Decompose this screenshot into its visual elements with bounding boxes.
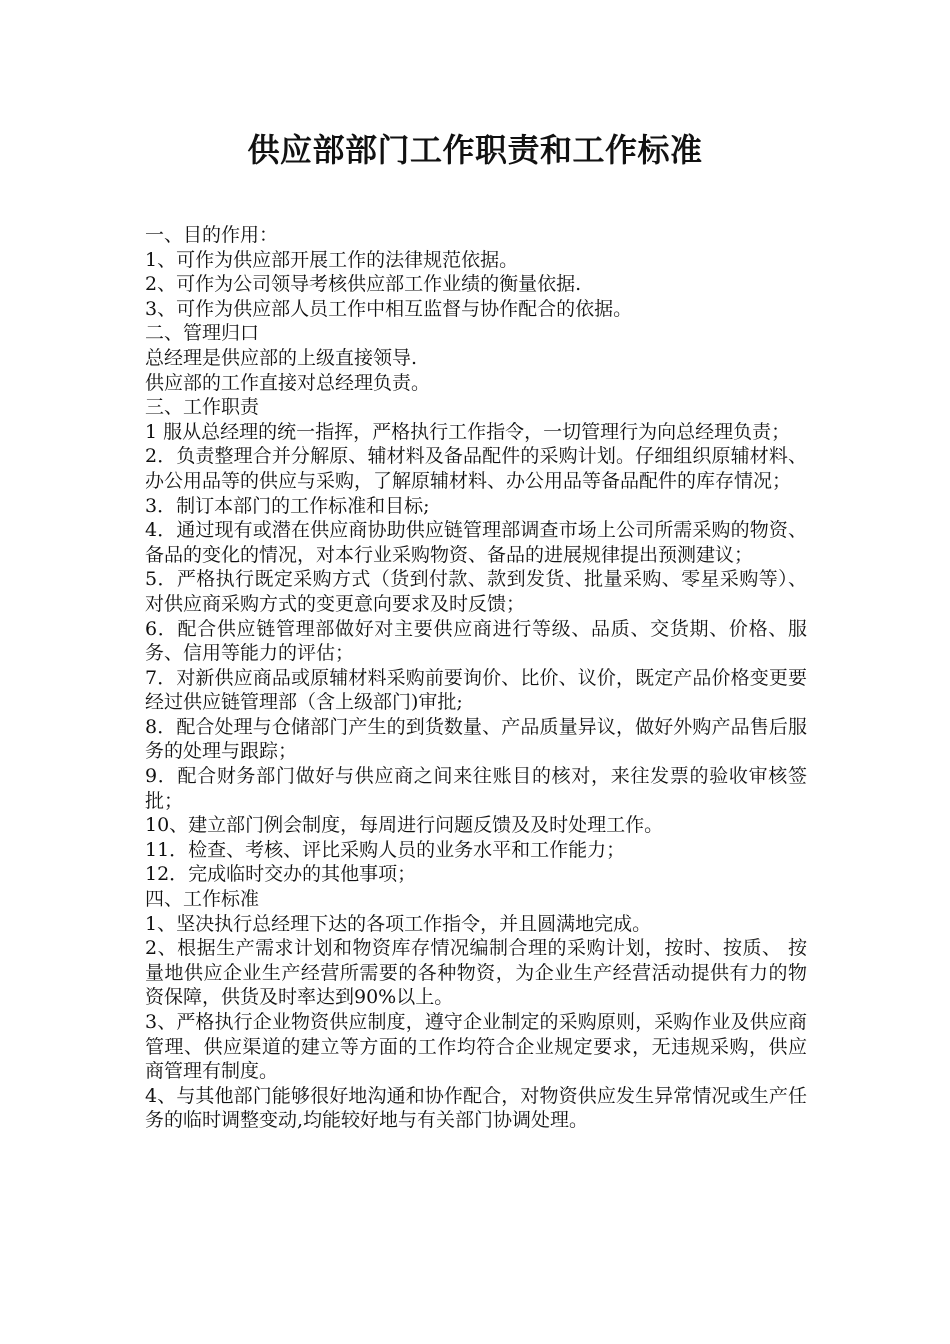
list-item: 9．配合财务部门做好与供应商之间来往账目的核对，来往发票的验收审核签批； (145, 765, 807, 812)
list-item: 3．制订本部门的工作标准和目标; (145, 494, 430, 517)
list-item: 1、可作为供应部开展工作的法律规范依据。 (145, 248, 519, 271)
paragraph: 供应部的工作直接对总经理负责。 (145, 371, 431, 394)
page-title: 供应部部门工作职责和工作标准 (247, 131, 703, 169)
list-item: 2、根据生产需求计划和物资库存情况编制合理的采购计划，按时、按质、 按量地供应企业生产经营所需要的各种物资，为企业生产经营活动提供有力的物资保障，供货及时率达到90%以上。 (145, 937, 807, 1009)
section-heading-management: 二、管理归口 (145, 322, 260, 345)
list-item: 2、可作为公司领导考核供应部工作业绩的衡量依据. (145, 273, 582, 296)
list-item: 12．完成临时交办的其他事项； (145, 863, 417, 886)
list-item: 1 服从总经理的统一指挥，严格执行工作指令，一切管理行为向总经理负责； (145, 420, 791, 443)
list-item: 4、与其他部门能够很好地沟通和协作配合，对物资供应发生异常情况或生产任务的临时调整变动,均能较好地与有关部门协调处理。 (145, 1084, 807, 1132)
paragraph: 总经理是供应部的上级直接领导. (145, 346, 418, 369)
list-item: 7．对新供应商品或原辅材料采购前要询价、比价、议价，既定产品价格变更要经过供应链管理部（含上级部门)审批; (145, 666, 807, 714)
section-heading-duties: 三、工作职责 (145, 396, 260, 419)
list-item: 2．负责整理合并分解原、辅材料及备品配件的采购计划。仔细组织原辅材料、办公用品等的供应与采购，了解原辅材料、办公用品等备品配件的库存情况； (145, 445, 807, 492)
list-item: 1、坚决执行总经理下达的各项工作指令，并且圆满地完成。 (145, 912, 652, 935)
list-item: 11．检查、考核、评比采购人员的业务水平和工作能力； (145, 838, 626, 861)
list-item: 5．严格执行既定采购方式（货到付款、款到发货、批量采购、零星采购等）、对供应商采购方式的变更意向要求及时反馈； (145, 568, 807, 615)
list-item: 6．配合供应链管理部做好对主要供应商进行等级、品质、交货期、价格、服务、信用等能力的评估； (145, 617, 807, 665)
list-item: 4．通过现有或潜在供应商协助供应链管理部调查市场上公司所需采购的物资、备品的变化的情况，对本行业采购物资、备品的进展规律提出预测建议； (145, 519, 807, 566)
list-item: 3、严格执行企业物资供应制度，遵守企业制定的采购原则，采购作业及供应商管理、供应渠道的建立等方面的工作均符合企业规定要求，无违规采购，供应商管理有制度。 (145, 1011, 807, 1083)
section-heading-purpose: 一、目的作用： (145, 224, 279, 246)
document-body (145, 223, 807, 1133)
list-item: 3、可作为供应部人员工作中相互监督与协作配合的依据。 (145, 297, 633, 320)
section-heading-standards: 四、工作标准 (145, 888, 260, 911)
list-item: 8．配合处理与仓储部门产生的到货数量、产品质量异议，做好外购产品售后服务的处理与跟踪； (145, 715, 807, 763)
list-item: 10、建立部门例会制度，每周进行问题反馈及及时处理工作。 (145, 814, 664, 837)
